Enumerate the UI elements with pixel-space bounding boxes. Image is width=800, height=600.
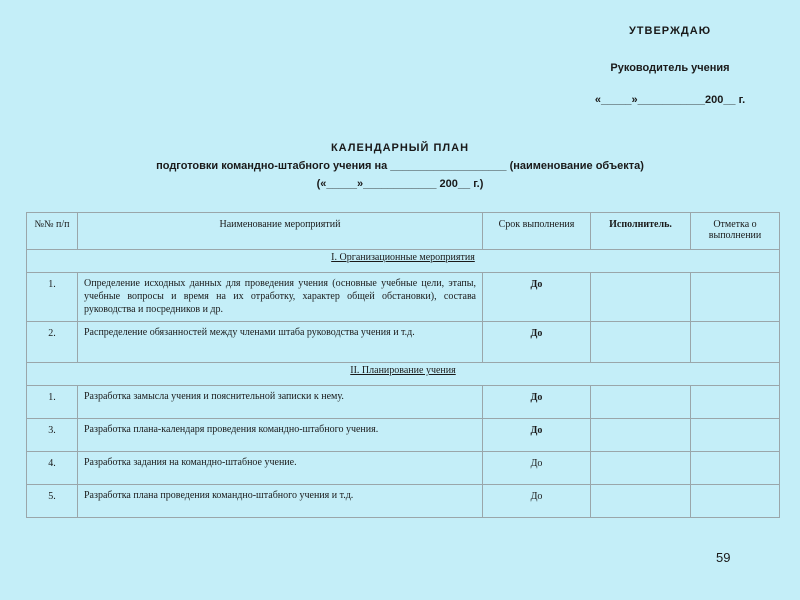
row-term: До — [483, 452, 591, 485]
calendar-plan-table — [26, 212, 780, 518]
row-executor — [591, 419, 691, 452]
header-term: Срок выполнения — [483, 213, 591, 250]
row-number: 5. — [27, 485, 78, 518]
row-term: До — [483, 485, 591, 518]
row-activity: Разработка замысла учения и пояснительной записки к нему. — [78, 386, 483, 419]
approval-role: Руководитель учения — [610, 62, 730, 74]
row-term: До — [483, 322, 591, 363]
section-row — [27, 250, 780, 273]
section-title: I. Организационные мероприятия — [27, 250, 780, 273]
approval-date: «_____»___________200__ г. — [594, 94, 746, 106]
table-row — [27, 452, 780, 485]
row-executor — [591, 322, 691, 363]
row-completion-mark — [691, 452, 780, 485]
row-activity: Разработка плана проведения командно-штабного учения и т.д. — [78, 485, 483, 518]
table-row — [27, 485, 780, 518]
row-executor — [591, 485, 691, 518]
header-executor: Исполнитель. — [591, 213, 691, 250]
table-row — [27, 273, 780, 322]
header-number: №№ п/п — [27, 213, 78, 250]
row-executor — [591, 386, 691, 419]
row-executor — [591, 452, 691, 485]
table-row — [27, 322, 780, 363]
row-completion-mark — [691, 273, 780, 322]
header-completion-mark: Отметка о выполнении — [691, 213, 780, 250]
table-header-row — [27, 213, 780, 250]
row-completion-mark — [691, 419, 780, 452]
header-activity: Наименование мероприятий — [78, 213, 483, 250]
approval-title: УТВЕРЖДАЮ — [628, 25, 712, 37]
plan-subtitle: подготовки командно-штабного учения на ___________________ (наименование объекта) — [156, 160, 644, 172]
row-executor — [591, 273, 691, 322]
row-activity: Определение исходных данных для проведения учения (основные учебные цели, этапы, учебные вопросы и время на их отработку, характер общей обстановки), состава руководства и посредников и др. — [78, 273, 483, 322]
row-activity: Разработка плана-календаря проведения командно-штабного учения. — [78, 419, 483, 452]
page-number: 59 — [716, 550, 731, 565]
row-term: До — [483, 419, 591, 452]
row-number: 1. — [27, 386, 78, 419]
row-number: 2. — [27, 322, 78, 363]
plan-title: КАЛЕНДАРНЫЙ ПЛАН — [330, 142, 470, 154]
table-row — [27, 386, 780, 419]
table-row — [27, 419, 780, 452]
section-row — [27, 363, 780, 386]
section-title: II. Планирование учения — [27, 363, 780, 386]
row-completion-mark — [691, 322, 780, 363]
row-activity: Распределение обязанностей между членами штаба руководства учения и т.д. — [78, 322, 483, 363]
row-number: 4. — [27, 452, 78, 485]
row-term: До — [483, 273, 591, 322]
plan-date: («_____»____________ 200__ г.) — [316, 178, 484, 190]
row-number: 1. — [27, 273, 78, 322]
row-activity: Разработка задания на командно-штабное учение. — [78, 452, 483, 485]
row-completion-mark — [691, 386, 780, 419]
row-term: До — [483, 386, 591, 419]
row-completion-mark — [691, 485, 780, 518]
row-number: 3. — [27, 419, 78, 452]
